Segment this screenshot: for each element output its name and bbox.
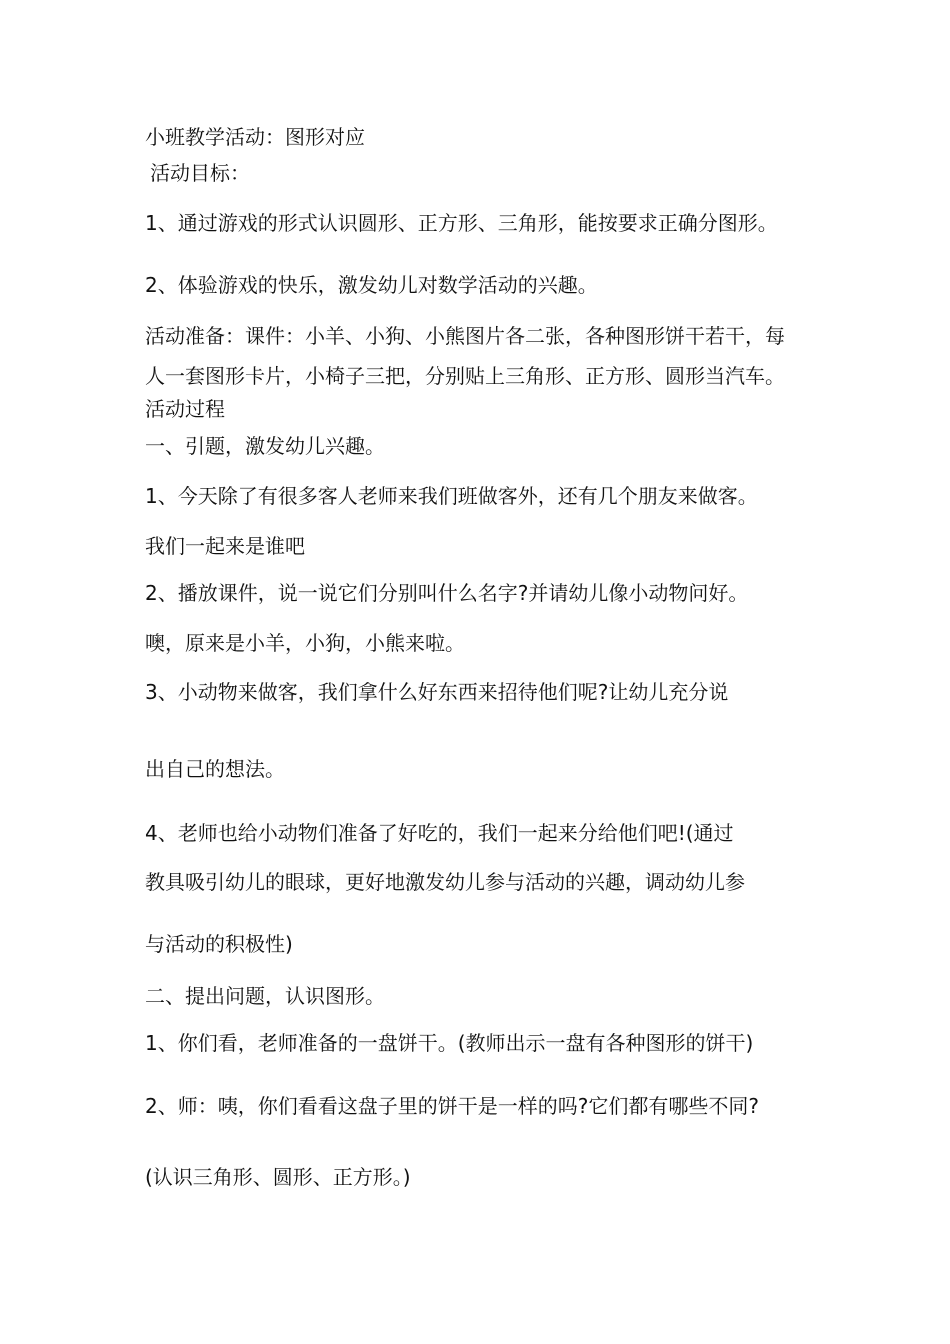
s2-item-2: 2、师：咦，你们看看这盘子里的饼干是一样的吗?它们都有哪些不同? bbox=[145, 1094, 759, 1118]
s1-item-4-line-3: 与活动的积极性) bbox=[145, 932, 293, 956]
s1-item-1-line-2: 我们一起来是谁吧 bbox=[145, 534, 305, 558]
s2-item-2-cont: (认识三角形、圆形、正方形。) bbox=[145, 1165, 411, 1189]
preparation-line-1: 活动准备：课件：小羊、小狗、小熊图片各二张，各种图形饼干若干，每 bbox=[145, 324, 785, 348]
goal-heading: 活动目标： bbox=[150, 161, 250, 185]
s1-item-3-line-1: 3、小动物来做客，我们拿什么好东西来招待他们呢?让幼儿充分说 bbox=[145, 680, 729, 704]
document-title: 小班教学活动：图形对应 bbox=[145, 125, 365, 149]
section-1-heading: 一、引题，激发幼儿兴趣。 bbox=[145, 434, 385, 458]
s1-item-4-line-2: 教具吸引幼儿的眼球，更好地激发幼儿参与活动的兴趣，调动幼儿参 bbox=[145, 870, 745, 894]
goal-item-1: 1、通过游戏的形式认识圆形、正方形、三角形，能按要求正确分图形。 bbox=[145, 211, 778, 235]
section-2-heading: 二、提出问题，认识图形。 bbox=[145, 984, 385, 1008]
s1-item-3-line-2: 出自己的想法。 bbox=[145, 757, 285, 781]
s1-item-2-cont: 噢，原来是小羊，小狗，小熊来啦。 bbox=[145, 631, 465, 655]
s1-item-1-line-1: 1、今天除了有很多客人老师来我们班做客外，还有几个朋友来做客。 bbox=[145, 484, 758, 508]
s1-item-2: 2、播放课件，说一说它们分别叫什么名字?并请幼儿像小动物问好。 bbox=[145, 581, 749, 605]
preparation-line-2: 人一套图形卡片，小椅子三把，分别贴上三角形、正方形、圆形当汽车。 bbox=[145, 364, 785, 388]
s2-item-1: 1、你们看，老师准备的一盘饼干。(教师出示一盘有各种图形的饼干) bbox=[145, 1031, 754, 1055]
goal-item-2: 2、体验游戏的快乐，激发幼儿对数学活动的兴趣。 bbox=[145, 273, 598, 297]
s1-item-4-line-1: 4、老师也给小动物们准备了好吃的，我们一起来分给他们吧!(通过 bbox=[145, 821, 734, 845]
process-heading: 活动过程 bbox=[145, 397, 225, 421]
